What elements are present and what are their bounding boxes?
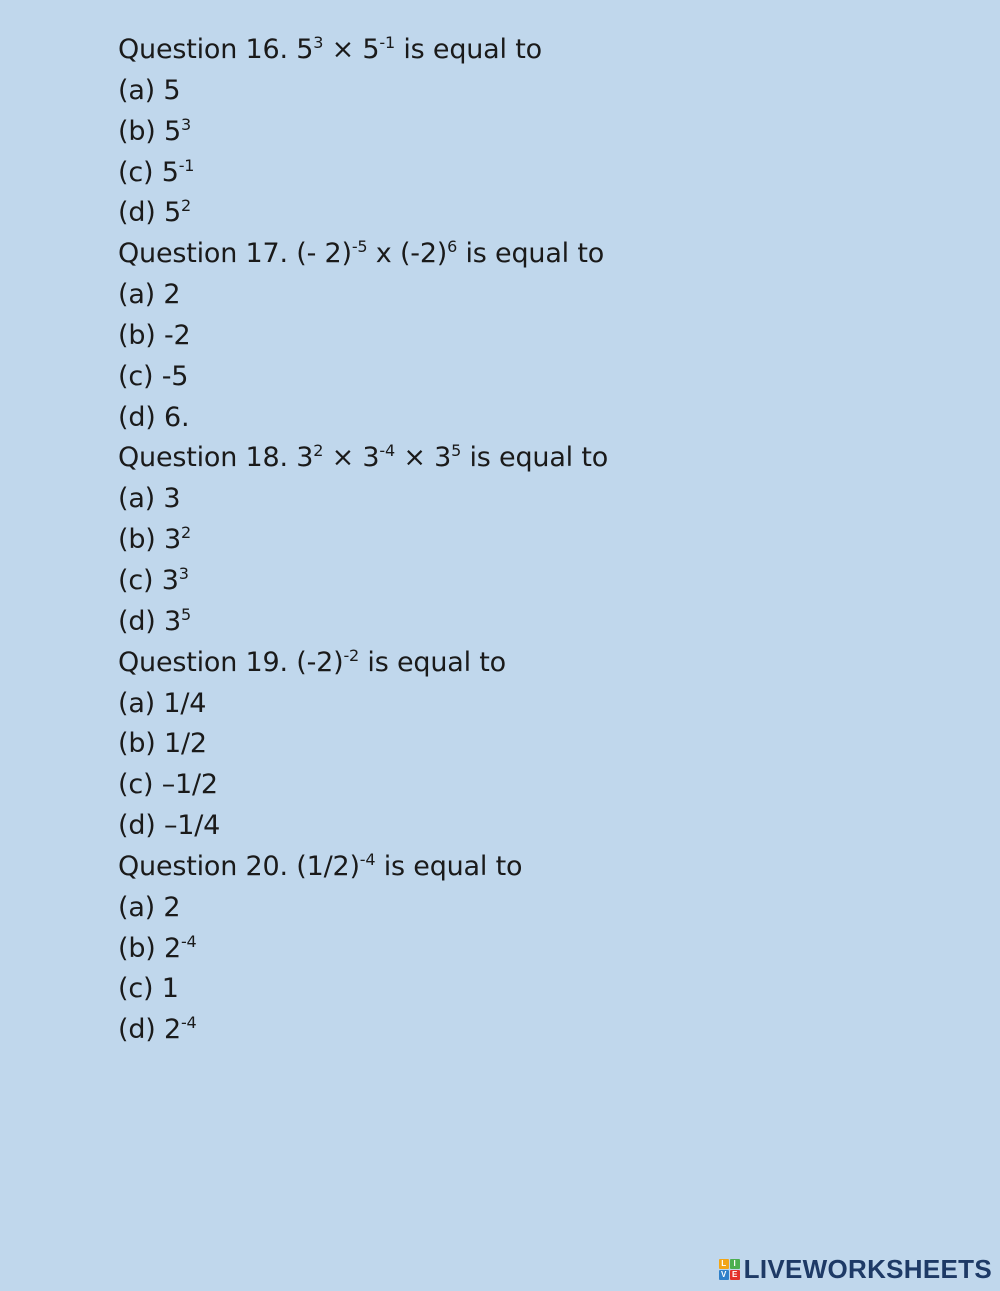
text-run: (b) 3: [118, 524, 181, 556]
question-stem: [118, 847, 938, 888]
exponent: -4: [379, 441, 395, 461]
exponent: -4: [180, 1013, 197, 1033]
answer-option: [118, 602, 938, 643]
text-run: Question 20. (1/2): [118, 850, 360, 882]
liveworksheets-logo[interactable]: [719, 1254, 992, 1285]
question-stem: [118, 234, 938, 275]
text-run: (c) 5: [118, 156, 179, 188]
exponent: -4: [180, 931, 197, 951]
exponent: 3: [313, 33, 324, 52]
answer-option: [118, 806, 938, 847]
exponent: 2: [180, 523, 191, 543]
text-run: × 3: [394, 442, 452, 474]
text-run: × 5: [323, 34, 380, 65]
answer-option: [118, 1010, 938, 1051]
text-run: Question 18. 3: [118, 442, 314, 474]
text-run: (d) 5: [118, 197, 181, 229]
question-stem: [118, 438, 938, 479]
exponent: -4: [359, 849, 376, 869]
answer-option: [118, 275, 938, 316]
text-run: (b) 2: [118, 932, 181, 964]
text-run: (c) –1/2: [118, 769, 218, 801]
question-stem: [118, 643, 938, 684]
text-run: (a) 2: [118, 279, 181, 311]
text-run: (a) 5: [118, 74, 181, 106]
text-run: (d) 3: [118, 605, 181, 637]
answer-option: [118, 888, 938, 929]
answer-option: [118, 520, 938, 561]
exponent: 5: [180, 604, 191, 624]
answer-option: [118, 724, 938, 765]
exponent: 2: [180, 196, 191, 216]
text-run: (b) 1/2: [118, 728, 207, 760]
text-run: (d) 2: [118, 1014, 181, 1046]
answer-option: [118, 357, 938, 398]
worksheet-content: [118, 30, 938, 1051]
exponent: -1: [379, 33, 395, 52]
text-run: (d) 6.: [118, 401, 190, 433]
text-run: (b) 5: [118, 115, 181, 147]
logo-mark-icon: [719, 1259, 740, 1280]
logo-letter: V: [719, 1270, 729, 1280]
answer-option: [118, 561, 938, 602]
logo-letter: I: [730, 1259, 740, 1269]
exponent: 6: [447, 237, 458, 257]
text-run: is equal to: [461, 442, 609, 474]
question-stem: [118, 30, 938, 71]
answer-option: [118, 929, 938, 970]
text-run: is equal to: [359, 646, 506, 678]
exponent: 5: [451, 441, 462, 461]
answer-option: [118, 684, 938, 725]
text-run: is equal to: [457, 238, 605, 270]
exponent: 3: [180, 114, 191, 134]
text-run: is equal to: [394, 34, 542, 65]
text-run: (c) -5: [118, 360, 189, 392]
answer-option: [118, 765, 938, 806]
answer-option: [118, 153, 938, 194]
text-run: (c) 3: [118, 564, 179, 596]
exponent: -1: [178, 155, 195, 175]
logo-letter: L: [719, 1259, 729, 1269]
text-run: Question 17. (- 2): [118, 238, 352, 270]
answer-option: [118, 316, 938, 357]
text-run: × 3: [323, 442, 380, 474]
text-run: x (-2): [367, 238, 448, 270]
text-run: (a) 1/4: [118, 687, 207, 719]
exponent: -5: [351, 237, 368, 257]
text-run: (d) –1/4: [118, 810, 221, 842]
logo-text: LIVEWORKSHEETS: [743, 1254, 992, 1284]
answer-option: [118, 969, 938, 1010]
text-run: (a) 3: [118, 483, 181, 515]
exponent: 3: [178, 563, 189, 583]
answer-option: [118, 112, 938, 153]
answer-option: [118, 479, 938, 520]
text-run: is equal to: [375, 850, 523, 882]
answer-option: [118, 193, 938, 234]
text-run: (b) -2: [118, 319, 191, 351]
text-run: (c) 1: [118, 973, 179, 1005]
answer-option: [118, 71, 938, 112]
logo-letter: E: [730, 1270, 740, 1280]
answer-option: [118, 398, 938, 439]
text-run: Question 19. (-2): [118, 646, 344, 678]
exponent: -2: [343, 645, 360, 665]
text-run: (a) 2: [118, 891, 181, 923]
text-run: Question 16. 5: [118, 34, 314, 65]
exponent: 2: [313, 441, 324, 461]
